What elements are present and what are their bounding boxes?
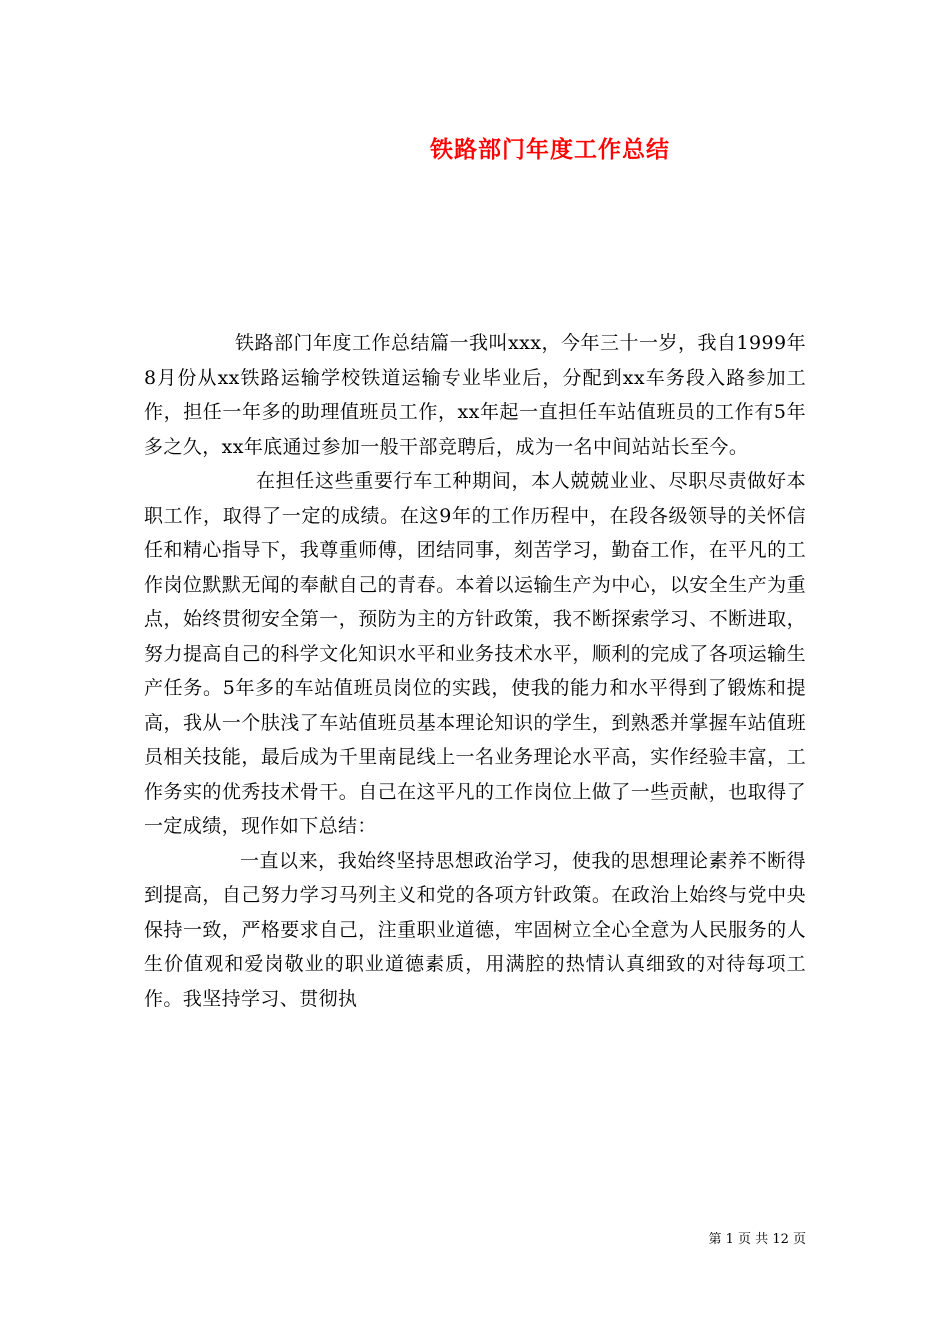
document-body <box>144 326 806 1016</box>
paragraph-political-study: 一直以来，我始终坚持思想政治学习，使我的思想理论素养不断得到提高，自己努力学习马列主义和党的各项方针政策。在政治上始终与党中央保持一致，严格要求自己，注重职业道德，牢固树立全心全意为人民服务的人生价值观和爱岗敬业的职业道德素质，用满腔的热情认真细致的对待每项工作。我坚持学习、贯彻执 <box>144 849 806 1010</box>
document-title: 铁路部门年度工作总结 <box>430 136 670 163</box>
paragraph-intro: 铁路部门年度工作总结篇一我叫xxx，今年三十一岁，我自1999年8月份从xx铁路运输学校铁道运输专业毕业后，分配到xx车务段入路参加工作，担任一年多的助理值班员工作，xx年起一直担任车站值班员的工作有5年多之久，xx年底通过参加一般干部竞聘后，成为一名中间站站长至今。 <box>144 332 806 458</box>
paragraph-work-history: 在担任这些重要行车工种期间，本人兢兢业业、尽职尽责做好本职工作，取得了一定的成绩。在这9年的工作历程中，在段各级领导的关怀信任和精心指导下，我尊重师傅，团结同事，刻苦学习，勤奋工作，在平凡的工作岗位默默无闻的奉献自己的青春。本着以运输生产为中心，以安全生产为重点，始终贯彻安全第一，预防为主的方针政策，我不断探索学习、不断进取，努力提高自己的科学文化知识水平和业务技术水平，顺利的完成了各项运输生产任务。5年多的车站值班员岗位的实践，使我的能力和水平得到了锻炼和提高，我从一个肤浅了车站值班员基本理论知识的学生，到熟悉并掌握车站值班员相关技能，最后成为千里南昆线上一名业务理论水平高，实作经验丰富，工作务实的优秀技术骨干。自己在这平凡的工作岗位上做了一些贡献，也取得了一定成绩，现作如下总结： <box>144 470 806 837</box>
page-number: 第 1 页 共 12 页 <box>708 1232 806 1247</box>
